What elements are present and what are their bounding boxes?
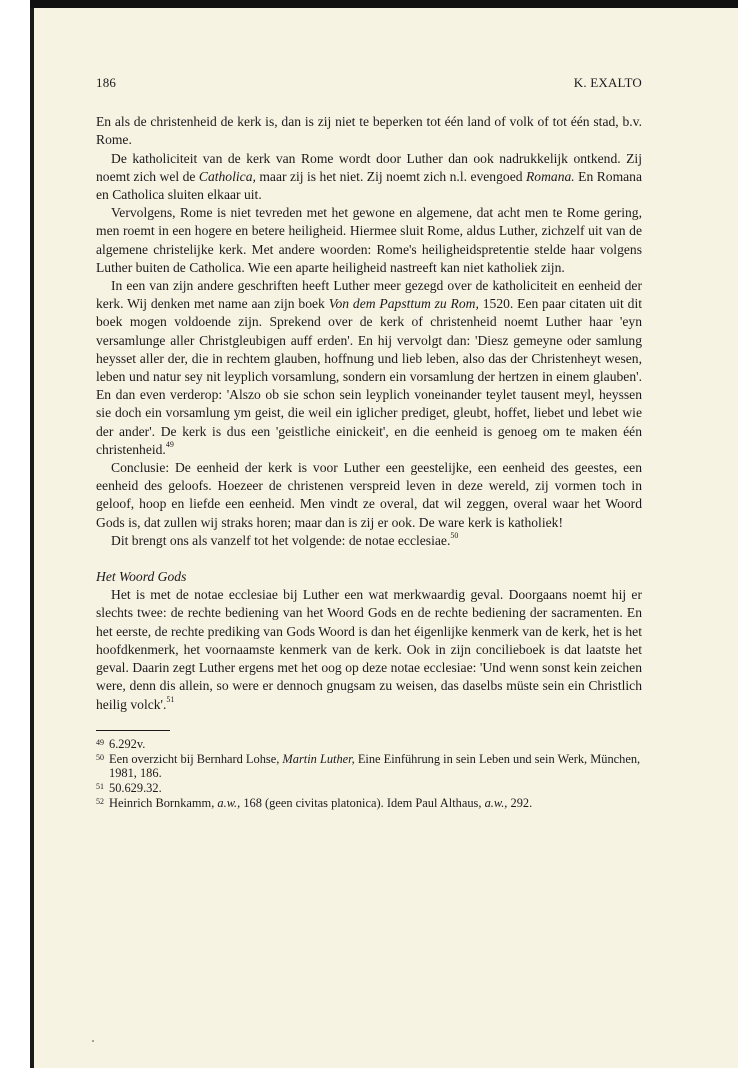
footnote-number: 52: [96, 796, 104, 806]
section-heading: Het Woord Gods: [96, 569, 187, 585]
paragraph-6: Dit brengt ons als vanzelf tot het volgende: de notae ecclesiae.$^{50}$: [111, 531, 459, 548]
footnote-number: 49: [96, 737, 104, 747]
running-header: [96, 74, 642, 92]
paragraph-1: En als de christenheid de kerk is, dan is zij niet te beperken tot één land of volk of tot één stad, b.v. Rome.: [96, 114, 642, 148]
footnote-ref-51: 51: [166, 694, 175, 704]
scan-top-edge: [30, 0, 738, 8]
footnote-number: 50: [96, 752, 104, 762]
paragraph-5: Conclusie: De eenheid der kerk is voor Luther een geestelijke, een eenheid des geestes, een eenheid des geloofs. Hoezeer de christenen verspreid leven in deze wereld, zij vormen toch in geloof, hoop en liefde een eenheid. Men vindt ze overal, dat wil zeggen, overal waar het Woord Gods is, dat zullen wij straks horen; maar dan is zij er ook. De ware kerk is katholiek!: [96, 460, 642, 530]
footnote-ref-50: 50: [450, 531, 459, 541]
footnote: 50 Een overzicht bij Bernhard Lohse, Martin Luther, Eine Einführung in sein Leben und sein Werk, München, 1981, 186.: [96, 751, 641, 781]
footnote-separator: [96, 730, 170, 731]
page-content: [96, 74, 642, 811]
footnote: 52 Heinrich Bornkamm, a.w., 168 (geen civitas platonica). Idem Paul Althaus, a.w., 292.: [96, 795, 533, 810]
footnote-ref-49: 49: [165, 440, 174, 450]
paragraph-4: In een van zijn andere geschriften heeft Luther meer gezegd over de katholiciteit en eenheid der kerk. Wij denken met name aan zijn boek Von dem Papsttum zu Rom, 1520. Een paar citaten uit dit boek mogen voldoende zijn. Sprekend over de kerk of christenheid noemt Luther haar 'eyn versamlunge aller Christgleubigen auff erden'. En hij vervolgt dan: 'Diesz gemeyne oder samlung heysset aller der, die in rechtem glauben, hoffnung und lieb leben, also das der Christenheyt wesen, leben und natur sey nit leyplich vorsamlung, sondern ein vorsamlung der hertzen in einem glauben'. En dan even verderop: 'Alszo ob sie schon sein leyplich voneinander teylet tausent meyl, heyssen sie doch ein vorsamlung ym geist, die weil ein iglicher prediget, gleubt, hoffet, liebet und lebet wie der ander'. De kerk is dus een 'geistliche einickeit', en die eenheid is genoeg om te maken één christenheid.$^{49}$: [96, 278, 642, 457]
footnote: 51 50.629.32.: [96, 781, 162, 796]
footnote-number: 51: [96, 782, 104, 792]
paragraph-2: De katholiciteit van de kerk van Rome wordt door Luther dan ook nadrukkelijk ontkend. Zij noemt zich wel de Catholica, maar zij is het niet. Zij noemt zich n.l. evengoed Romana. En Romana en Catholica sluiten elkaar uit.: [96, 150, 643, 203]
running-title: K. EXALTO: [573, 75, 642, 90]
page-number: 186: [96, 75, 117, 90]
scan-speck: [92, 1040, 94, 1042]
paragraph-3: Vervolgens, Rome is niet tevreden met het gewone en algemene, dat acht men te Rome gering, men roemt in een hogere en betere heiligheid. Hiermee sluit Rome, aldus Luther, zichzelf uit van de algemene christelijke kerk. Met andere woorden: Rome's heiligheidspretentie stelde haar volgens Luther buiten de Catholica. Wie een aparte heiligheid nastreeft kan niet katholiek zijn.: [96, 205, 642, 275]
footnote: 49 6.292v.: [96, 736, 146, 751]
footnotes: [96, 737, 642, 811]
section-paragraph: Het is met de notae ecclesiae bij Luther een wat merkwaardig geval. Doorgaans noemt hij er slechts twee: de rechte bediening van het Woord Gods en de rechte bediening der sacramenten. En het eerste, de rechte prediking van Gods Woord is dan het éigenlijke kenmerk van de kerk, het is het hoofdkenmerk, het voornaamste kenmerk van de kerk. Ook in zijn concilieboek is dat laatste het geval. Daarin zegt Luther ergens met het oog op deze notae ecclesiae: 'Und wenn sonst kein zeichen were, denn dis allein, so were er dennoch gnugsam zu weisen, das daselbs müste sein ein Christlich heilig volck'.$^{51}$: [96, 587, 642, 712]
